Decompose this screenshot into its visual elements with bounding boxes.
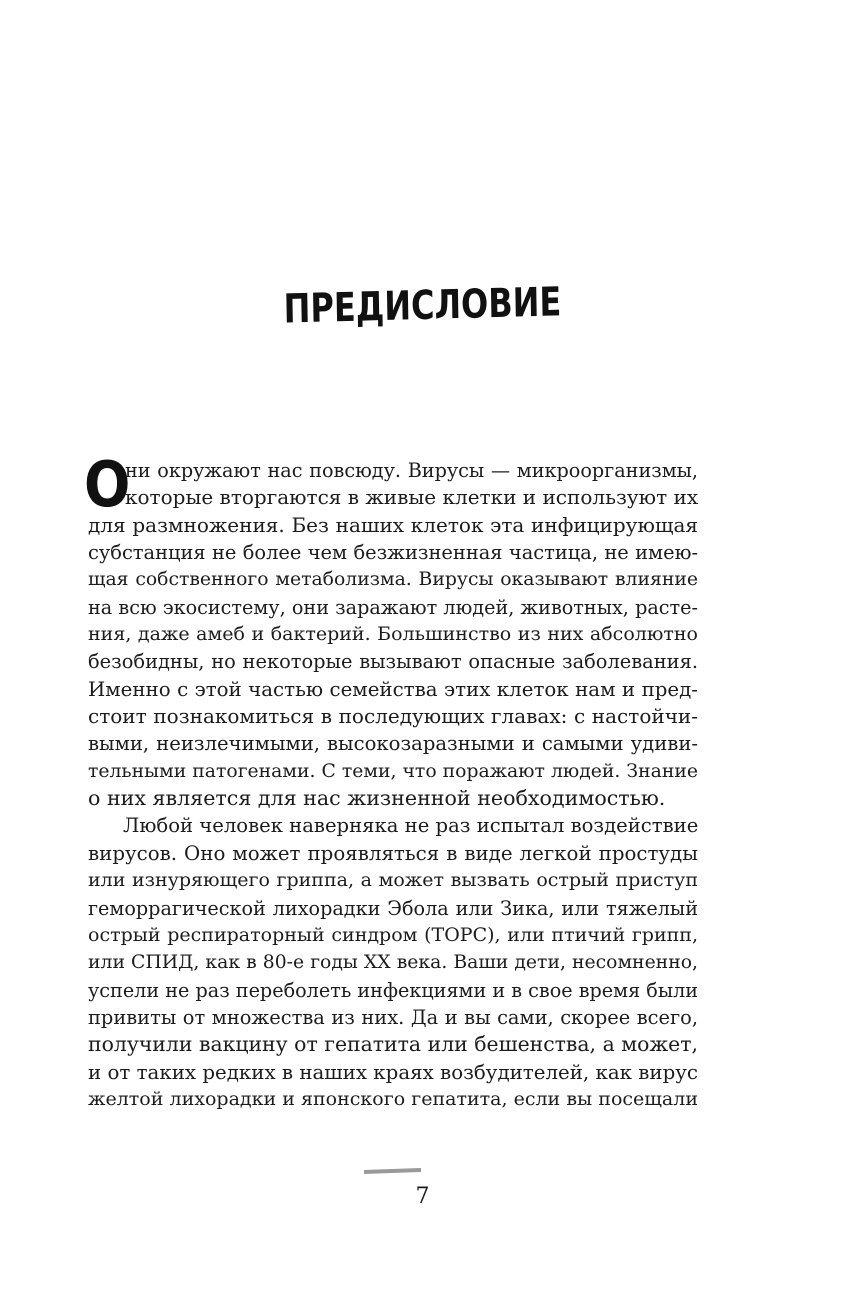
page-number: 7	[415, 1184, 430, 1209]
text-line: получили вакцину от гепатита или бешенства, а может,	[88, 1032, 698, 1057]
text-line: успели не раз переболеть инфекциями и в свое время были	[88, 978, 699, 1002]
text-line: и от таких редких в наших краях возбудителей, как вирус	[88, 1060, 698, 1084]
text-line: щая собственного метаболизма. Вирусы оказывают влияние	[88, 569, 698, 591]
text-line: о них является для нас жизненной необходимостью.	[88, 786, 666, 811]
paragraph-1	[88, 457, 698, 812]
text-line: ни окружают нас повсюду. Вирусы — микроорганизмы,	[125, 459, 698, 482]
text-line: для размножения. Без наших клеток эта инфицирующая	[88, 512, 698, 537]
text-line: острый респираторный синдром (ТОРС), или птичий грипп,	[88, 923, 698, 946]
text-line: стоит познакомиться в последующих главах: с настойчи-	[88, 704, 698, 729]
text-line: или изнуряющего гриппа, а может вызвать острый приступ	[88, 869, 698, 892]
text-line: тельными патогенами. С теми, что поражают людей. Знание	[88, 760, 698, 782]
page-number-rule	[364, 1168, 421, 1174]
text-line: которые вторгаются в живые клетки и используют их	[125, 485, 699, 510]
text-line: субстанция не более чем безжизненная частица, не имею-	[88, 541, 698, 565]
text-line: на всю экосистему, они заражают людей, животных, расте-	[88, 595, 698, 619]
text-line: Любой человек наверняка не раз испытал воздействие	[123, 814, 699, 838]
text-line: Именно с этой частью семейства этих клеток нам и пред-	[88, 677, 698, 701]
drop-cap: О	[84, 448, 131, 521]
text-line: геморрагической лихорадки Эбола или Зика, или тяжелый	[88, 896, 698, 920]
text-line: или СПИД, как в 80-е годы XX века. Ваши дети, несомненно,	[88, 952, 698, 974]
text-line: привиты от множества из них. Да и вы сами, скорее всего,	[88, 1005, 698, 1029]
text-line: безобидны, но некоторые вызывают опасные заболевания.	[88, 650, 698, 674]
paragraph-2	[88, 812, 698, 1113]
text-line: выми, неизлечимыми, высокозаразными и самыми удиви-	[88, 732, 698, 756]
text-line: желтой лихорадки и японского гепатита, если вы посещали	[88, 1087, 698, 1110]
text-line: ния, даже амеб и бактерий. Большинство из них абсолютно	[88, 623, 698, 646]
chapter-title: ПРЕДИСЛОВИЕ	[283, 279, 562, 333]
text-line: вирусов. Оно может проявляться в виде легкой простуды	[88, 841, 698, 865]
body-text	[88, 457, 698, 1113]
